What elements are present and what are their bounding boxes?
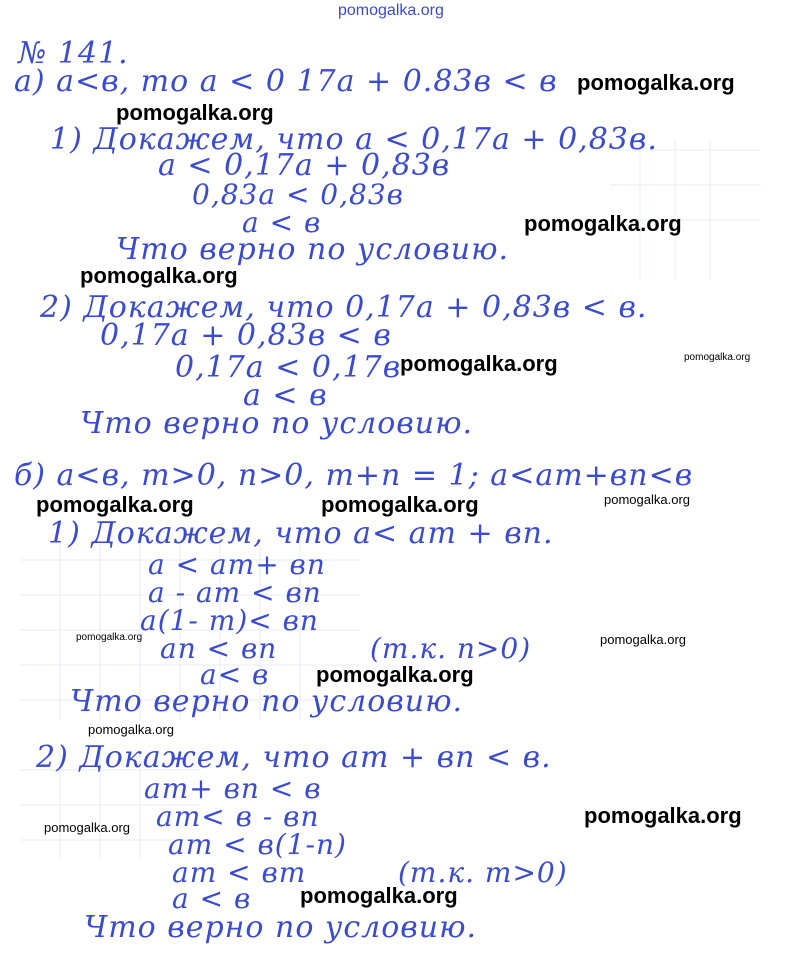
part-a2-step2: 0,17a < 0,17в (175, 350, 402, 385)
part-b2-step3: am < в(1-n) (168, 828, 347, 861)
problem-number: № 141. (18, 36, 129, 71)
watermark: pomogalka.org (76, 632, 143, 643)
part-b2-note: (т.к. m>0) (398, 856, 568, 889)
part-b1-step4: an < вn (160, 632, 278, 665)
watermark: pomogalka.org (80, 263, 238, 288)
watermark: pomogalka.org (88, 722, 174, 737)
watermark: pomogalka.org (44, 820, 130, 835)
watermark: pomogalka.org (684, 352, 751, 363)
watermark: pomogalka.org (300, 883, 458, 908)
part-b1-step1: a < am+ вn (148, 548, 326, 581)
watermark: pomogalka.org (604, 492, 690, 507)
part-a2-conclusion: Что верно по условию. (80, 406, 474, 441)
watermark: pomogalka.org (400, 351, 558, 376)
part-a1-conclusion: Что верно по условию. (116, 232, 510, 267)
part-b1-note: (т.к. n>0) (370, 632, 532, 665)
part-b2-step5: a < в (172, 882, 252, 915)
watermark-top: pomogalka.org (338, 2, 444, 19)
watermark: pomogalka.org (577, 70, 735, 95)
part-a1-step1: a < 0,17a + 0,83в (158, 148, 451, 183)
part-a1-title: 1) Докажем, что a < 0,17a + 0,83в. (50, 122, 658, 157)
part-a2-step1: 0,17a + 0,83в < в (100, 318, 392, 353)
watermark: pomogalka.org (524, 211, 682, 236)
part-b1-step2: a - am < вn (148, 576, 322, 609)
part-b2-conclusion: Что верно по условию. (84, 910, 478, 945)
part-b2-step2: am< в - вn (156, 800, 320, 833)
watermark: pomogalka.org (36, 492, 194, 517)
watermark: pomogalka.org (316, 662, 474, 687)
part-b1-title: 1) Докажем, что a< am + вn. (48, 516, 554, 551)
part-a2-title: 2) Докажем, что 0,17a + 0,83в < в. (40, 290, 648, 325)
watermark: pomogalka.org (600, 632, 686, 647)
part-b2-step4: am < вm (172, 856, 307, 889)
watermark: pomogalka.org (321, 492, 479, 517)
part-a1-step2: 0,83a < 0,83в (192, 178, 404, 211)
part-b2-step1: am+ вn < в (144, 772, 322, 805)
part-b1-step5: a< в (200, 658, 270, 691)
watermark: pomogalka.org (116, 100, 274, 125)
part-b1-conclusion: Что верно по условию. (70, 684, 464, 719)
part-b1-step3: a(1- m)< вn (140, 604, 319, 637)
part-a2-step3: a < в (243, 378, 328, 413)
part-b-statement: б) a<в, m>0, n>0, m+n = 1; a<am+вn<в (14, 458, 694, 493)
part-a-statement: а) a<в, то a < 0 17a + 0.83в < в (14, 64, 558, 99)
part-a1-step3: a < в (242, 206, 322, 239)
watermark: pomogalka.org (584, 803, 742, 828)
part-b2-title: 2) Докажем, что am + вn < в. (36, 740, 552, 775)
